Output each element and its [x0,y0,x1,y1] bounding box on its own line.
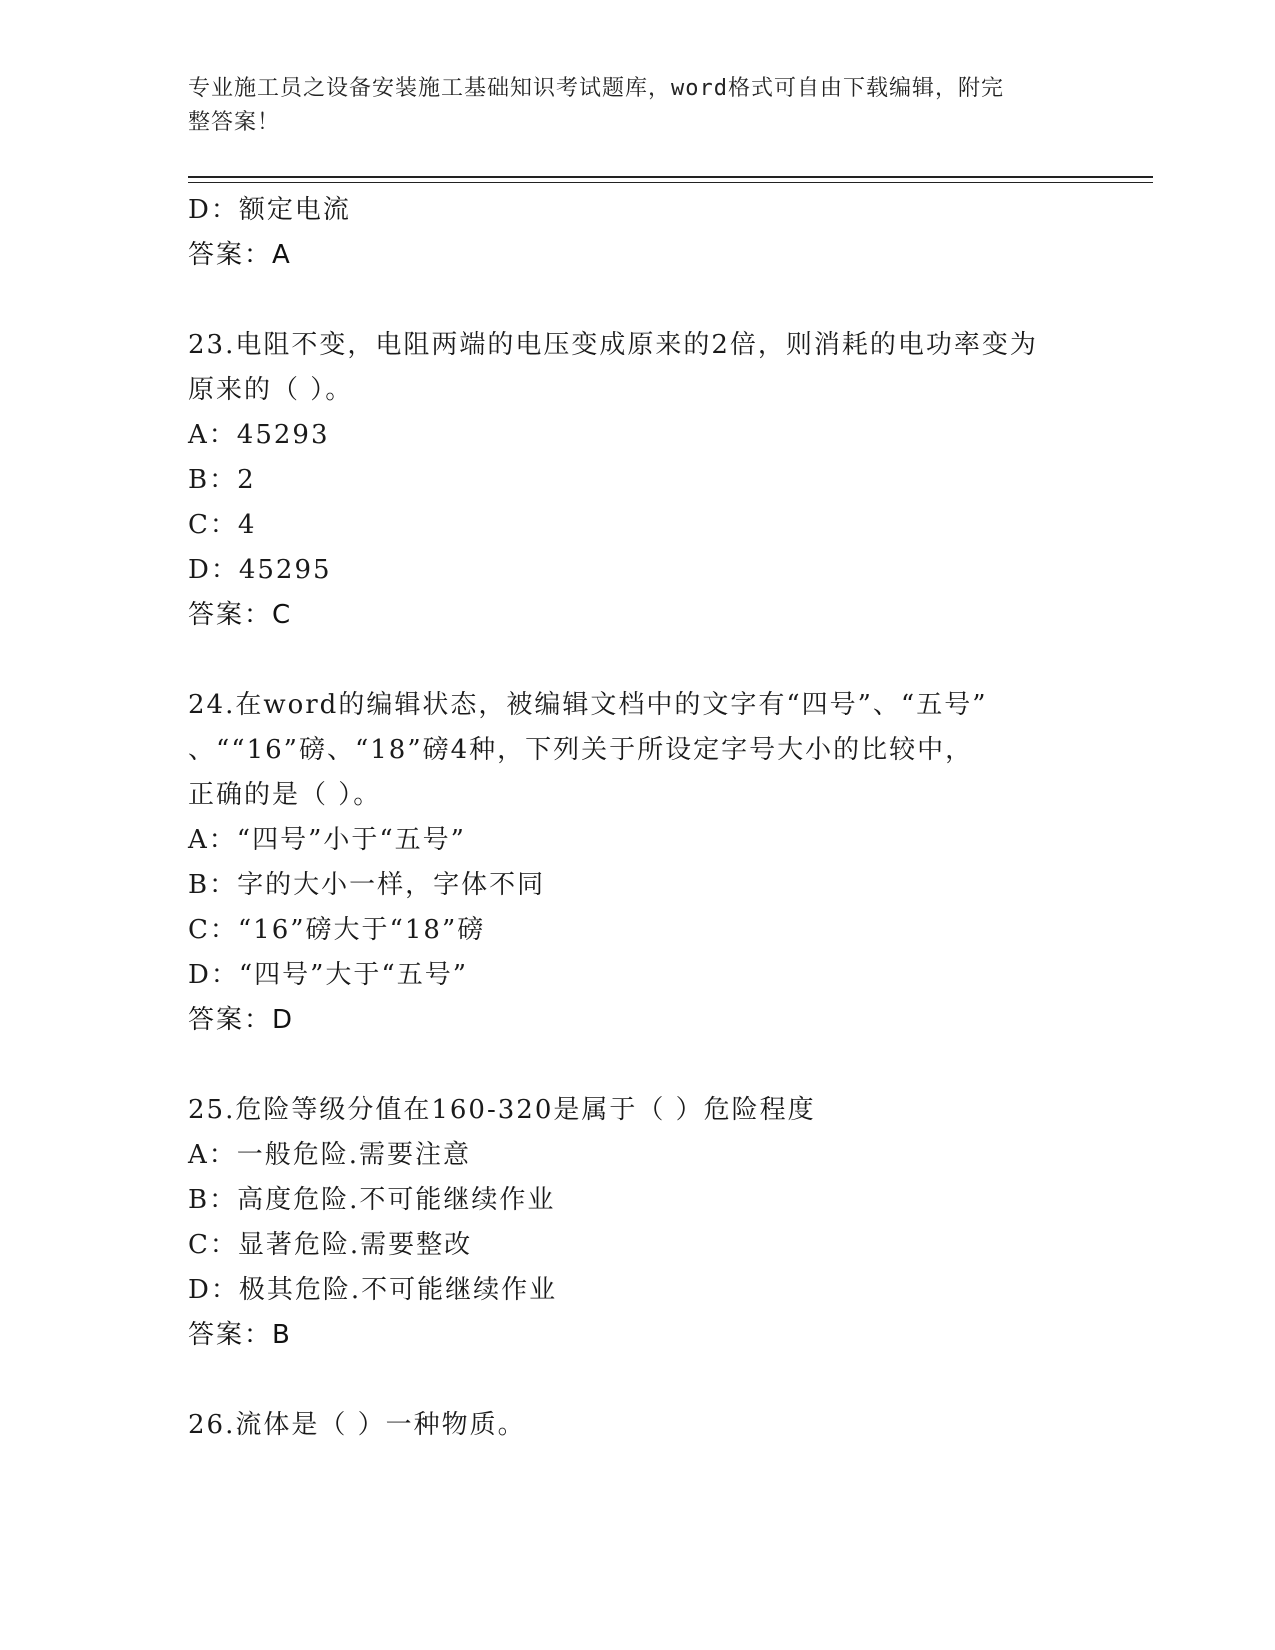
option-b: B：高度危险.不可能继续作业 [188,1185,556,1215]
question-stem-line: 23.电阻不变，电阻两端的电压变成原来的2倍，则消耗的电功率变为 [188,330,1038,360]
question-26 [188,1403,1088,1448]
answer-line: 答案：A [188,240,292,270]
option-a: A：一般危险.需要注意 [188,1140,472,1170]
question-stem-line: 、““16”磅、“18”磅4种，下列关于所设定字号大小的比较中， [188,735,974,765]
question-stem-line: 原来的（ ）。 [188,375,354,405]
option-d: D：极其危险.不可能继续作业 [188,1275,558,1305]
answer-line: 答案：D [188,1005,295,1035]
option-a: A：45293 [188,420,330,450]
answer-line: 答案：B [188,1320,292,1350]
document-header [188,72,1068,140]
option-c: C：“16”磅大于“18”磅 [188,915,486,945]
header-line-1: 专业施工员之设备安装施工基础知识考试题库，word格式可自由下载编辑，附完 [188,76,1004,101]
question-stem-line: 25.危险等级分值在160-320是属于（ ）危险程度 [188,1095,816,1125]
question-stem-line: 26.流体是（ ）一种物质。 [188,1410,526,1440]
header-rule-thin [188,182,1153,183]
document-body [188,188,1088,1448]
question-stem-line: 正确的是（ ）。 [188,780,382,810]
question-stem-line: 24.在word的编辑状态，被编辑文档中的文字有“四号”、“五号” [188,690,988,720]
question-23 [188,323,1088,638]
option-b: B：2 [188,465,256,495]
question-24 [188,683,1088,1043]
option-c: C：4 [188,510,257,540]
option-d: D：额定电流 [188,195,351,225]
question-25 [188,1088,1088,1358]
header-rule-thick [188,176,1153,178]
answer-line: 答案：C [188,600,293,630]
option-d: D：45295 [188,555,332,585]
header-line-2: 整答案！ [188,110,281,135]
option-c: C：显著危险.需要整改 [188,1230,473,1260]
option-b: B：字的大小一样，字体不同 [188,870,546,900]
option-a: A：“四号”小于“五号” [188,825,466,855]
option-d: D：“四号”大于“五号” [188,960,469,990]
